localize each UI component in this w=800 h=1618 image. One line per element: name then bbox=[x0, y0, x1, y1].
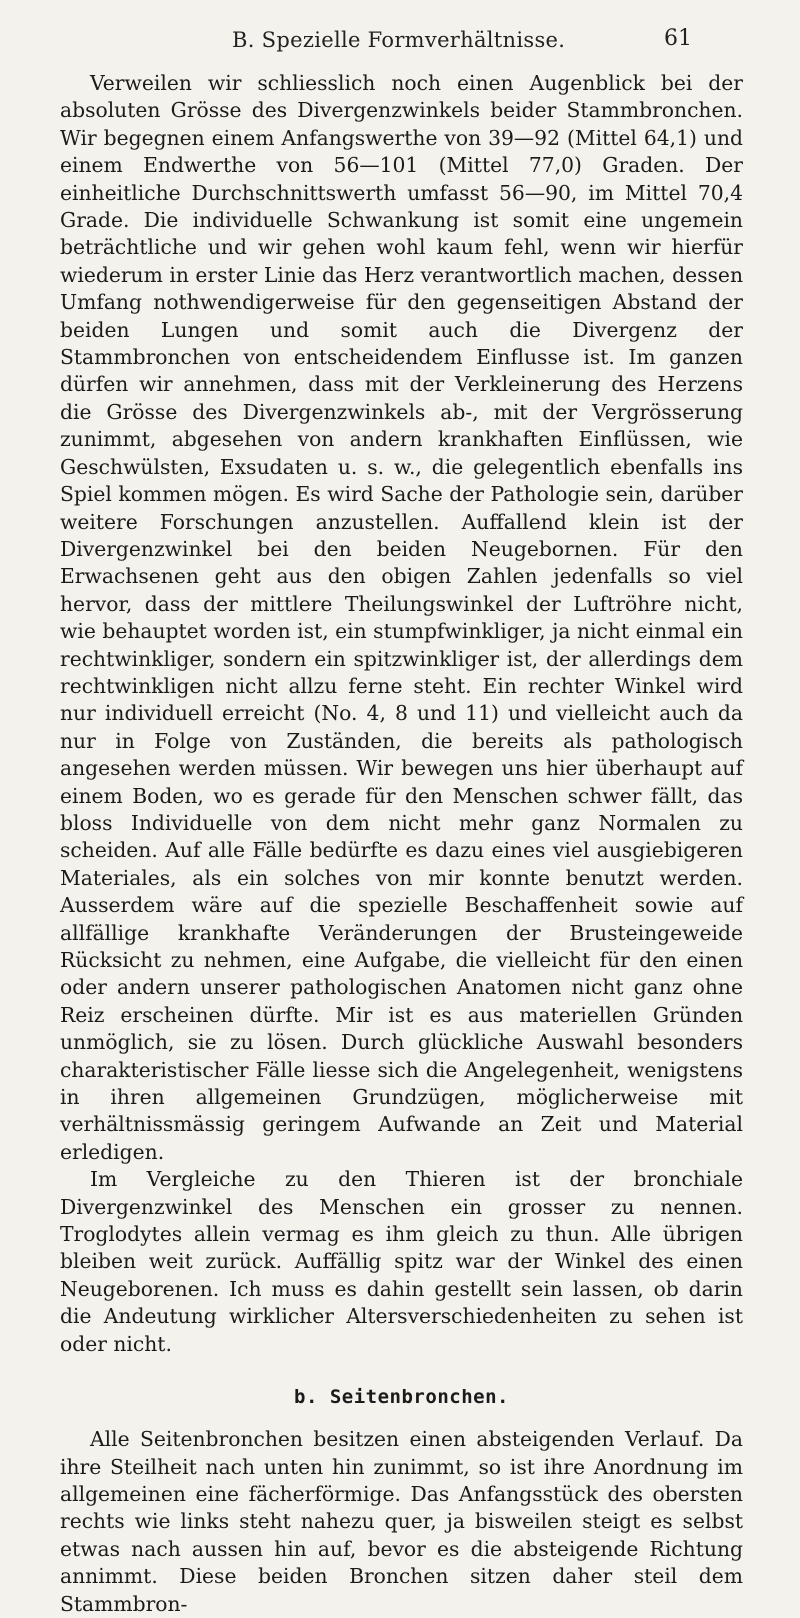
running-head: B. Spezielle Formverhältnisse. bbox=[232, 28, 566, 52]
paragraph-animal-comparison: Im Vergleiche zu den Thieren ist der bronchiale Divergenzwinkel des Menschen ein grosser zu nennen. Troglodytes allein vermag es ihm gleich zu thun. Alle übrigen bleiben weit zurück. Auffällig spitz war der Winkel des einen Neugeborenen. Ich muss es dahin gestellt sein lassen, ob darin die Andeutung wirklicher Altersverschiedenheiten zu sehen ist oder nicht. bbox=[60, 1167, 743, 1356]
paragraph-lateral-bronchi: Alle Seitenbronchen besitzen einen absteigenden Verlauf. Da ihre Steilheit nach unten hin zunimmt, so ist ihre Anordnung im allgemeinen eine fächerförmige. Das Anfangsstück des obersten rechts wie links steht nahezu quer, ja bisweilen steigt es selbst etwas nach aussen hin auf, bevor es die absteigende Richtung annimmt. Diese beiden Bronchen sitzen daher steil dem Stammbron- bbox=[60, 1427, 743, 1616]
paragraph-divergence-angle-size: Verweilen wir schliesslich noch einen Augenblick bei der absoluten Grösse des Divergenzwinkels beider Stammbronchen. Wir begegnen einem Anfangswerthe von 39—92 (Mittel 64,1) und einem Endwerthe von 56—101 (Mittel 77,0) Graden. Der einheitliche Durchschnittswerth umfasst 56—90, im Mittel 70,4 Grade. Die individuelle Schwankung ist somit eine ungemein beträchtliche und wir gehen wohl kaum fehl, wenn wir hierfür wiederum in erster Linie das Herz verantwortlich machen, dessen Umfang nothwendigerweise für den gegenseitigen Abstand der beiden Lungen und somit auch die Divergenz der Stammbronchen von entscheidendem Einflusse ist. Im ganzen dürfen wir annehmen, dass mit der Verkleinerung des Herzens die Grösse des Divergenzwinkels ab-, mit der Vergrösserung zunimmt, abgesehen von andern krankhaften Einflüssen, wie Geschwülsten, Exsudaten u. s. w., die gelegentlich ebenfalls ins Spiel kommen mögen. Es wird Sache der Pathologie sein, darüber weitere Forschungen anzustellen. Auffallend klein ist der Divergenzwinkel bei den beiden Neugebornen. Für den Erwachsenen geht aus den obigen Zahlen jedenfalls so viel hervor, dass der mittlere Theilungswinkel der Luftröhre nicht, wie behauptet worden ist, ein stumpfwinkliger, ja nicht einmal ein rechtwinkliger, sondern ein spitzwinkliger ist, der allerdings dem rechtwinkligen nicht allzu ferne steht. Ein rechter Winkel wird nur individuell erreicht (No. 4, 8 und 11) und vielleicht auch da nur in Folge von Zuständen, die bereits als pathologisch angesehen werden müssen. Wir bewegen uns hier überhaupt auf einem Boden, wo es gerade für den Menschen schwer fällt, das bloss Individuelle von dem nicht mehr ganz Normalen zu scheiden. Auf alle Fälle bedürfte es dazu eines viel ausgiebigeren Materiales, als ein solches von mir konnte benutzt werden. Ausserdem wäre auf die spezielle Beschaffenheit sowie auf allfällige krankhafte Veränderungen der Brusteingeweide Rücksicht zu nehmen, eine Aufgabe, die vielleicht für den einen oder andern unserer pathologischen Anatomen nicht ganz ohne Reiz erscheinen dürfte. Mir ist es aus materiellen Gründen unmöglich, sie zu lösen. Durch glückliche Auswahl besonders charakteristischer Fälle liesse sich die Angelegenheit, wenigstens in ihren allgemeinen Grundzügen, möglicherweise mit verhältnissmässig geringem Aufwande an Zeit und Material erledigen. bbox=[60, 71, 743, 1164]
page-header bbox=[0, 20, 800, 52]
page-number: 61 bbox=[664, 26, 692, 51]
body-text bbox=[60, 70, 743, 1618]
section-heading: b. Seitenbronchen. bbox=[294, 1386, 509, 1409]
